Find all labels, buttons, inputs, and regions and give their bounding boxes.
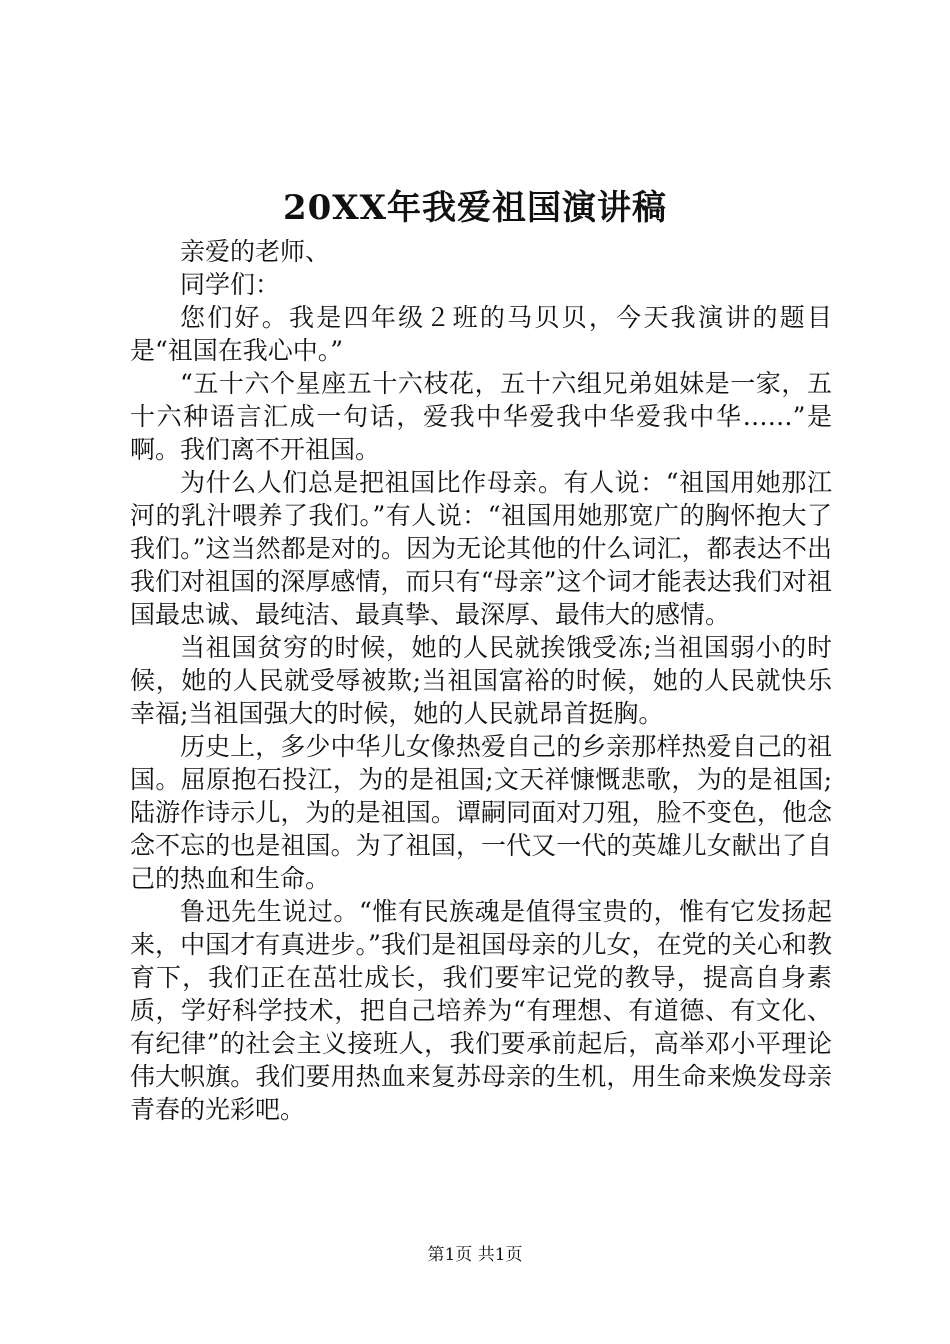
body-paragraph: 鲁迅先生说过。“惟有民族魂是值得宝贵的，惟有它发扬起来，中国才有真进步。”我们是祖国母亲的儿女，在党的关心和教育下，我们正在茁壮成长，我们要牢记党的教导，提高自身素质，学好科学技术，把自己培养为“有理想、有道德、有文化、有纪律”的社会主义接班人，我们要承前起后，高举邓小平理论伟大帜旗。我们要用热血来复苏母亲的生机，用生命来焕发母亲青春的光彩吧。 [130,897,832,1124]
page-footer: 第1页 共1页 [427,1245,523,1265]
salutation-line: 亲爱的老师、 [180,237,331,266]
body-paragraph: 历史上，多少中华儿女像热爱自己的乡亲那样热爱自己的祖国。屈原抱石投江，为的是祖国;文天祥慷慨悲歌，为的是祖国;陆游作诗示儿，为的是祖国。谭嗣同面对刀殂，脸不变色，他念念不忘的也是祖国。为了祖国，一代又一代的英雄儿女献出了自己的热血和生命。 [130,732,832,893]
body-paragraph: 为什么人们总是把祖国比作母亲。有人说：“祖国用她那江河的乳汁喂养了我们。”有人说：“祖国用她那宽广的胸怀抱大了我们。”这当然都是对的。因为无论其他的什么词汇，都表达不出我们对祖国的深厚感情，而只有“母亲”这个词才能表达我们对祖国最忠诚、最纯洁、最真挚、最深厚、最伟大的感情。 [130,468,832,629]
body-paragraph: 您们好。我是四年级２班的马贝贝，今天我演讲的题目是“祖国在我心中。” [130,303,832,365]
body-paragraph: 当祖国贫穷的时候，她的人民就挨饿受冻;当祖国弱小的时候，她的人民就受辱被欺;当祖国富裕的时候，她的人民就快乐幸福;当祖国强大的时候，她的人民就昂首挺胸。 [130,633,832,728]
salutation-line: 同学们： [180,270,281,299]
document-title: 20XX年我爱祖国演讲稿 [282,188,668,228]
body-paragraph: “五十六个星座五十六枝花，五十六组兄弟姐妹是一家，五十六种语言汇成一句话，爱我中华爱我中华爱我中华……”是啊。我们离不开祖国。 [130,369,832,464]
document-body [130,235,832,1126]
